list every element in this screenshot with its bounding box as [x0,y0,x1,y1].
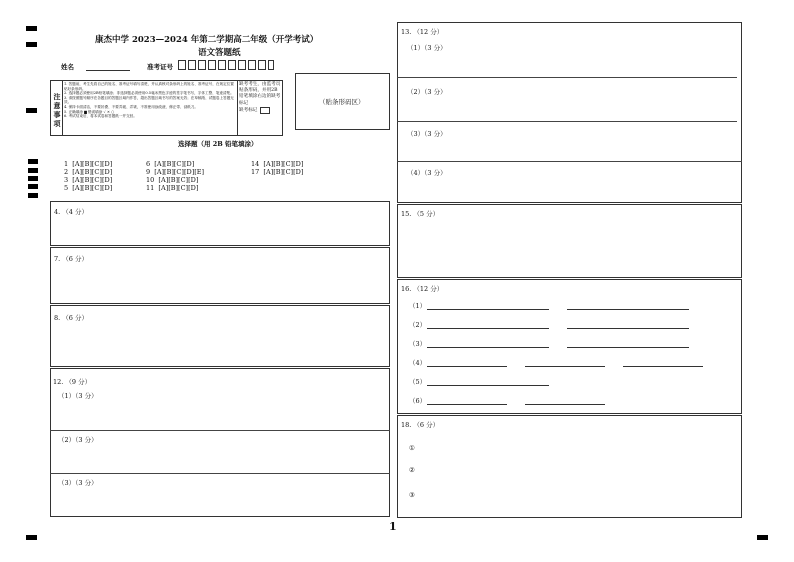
id-digit-box[interactable] [258,60,266,70]
mcq-number: 5 [64,184,69,192]
fill-blank[interactable] [427,347,549,348]
question-sub-label: （4）（3 分） [407,169,447,177]
id-digit-box[interactable] [178,60,186,70]
mcq-options[interactable]: [A][B][C][D] [72,160,113,168]
alignment-mark [26,42,37,47]
question-sub-label: （1）（3 分） [407,44,447,52]
mcq-row[interactable] [64,176,112,184]
mcq-options[interactable]: [A][B][C][D] [158,176,199,184]
section-divider [397,161,742,162]
question-sub-label: （3）（3 分） [58,479,98,487]
blank-label: （6） [409,397,427,405]
absent-checkbox[interactable] [260,107,270,114]
blank-label: （1） [409,302,427,310]
blank-label: （2） [409,321,427,329]
mcq-row[interactable] [146,184,204,192]
question-label: 15. （5 分） [401,210,440,218]
answer-item-marker: ② [409,466,415,474]
notice-vertical-label: 注意事项 [53,92,61,128]
alignment-mark [28,193,38,198]
barcode-label: （贴条形码区） [319,98,365,106]
alignment-mark [28,176,38,181]
mcq-options[interactable]: [A][B][C][D] [263,160,304,168]
mcq-column [64,160,112,192]
id-digit-box[interactable] [218,60,226,70]
answer-box-q13[interactable] [397,22,742,203]
question-label: 7. （6 分） [54,255,88,263]
section-divider [397,121,737,122]
mcq-options[interactable]: [A][B][C][D] [72,168,113,176]
notice-line: 1. 答题前，考生先将自己的姓名、准考证号填写清楚，并认真核对条形码上的姓名、准考证号，在规定位置贴好条形码。 [64,82,234,91]
mcq-row[interactable] [251,160,303,168]
question-sub-label: （2）（3 分） [407,88,447,96]
fill-blank[interactable] [525,366,605,367]
fill-blank[interactable] [427,366,507,367]
absent-text: 缺考考生，由监考员贴条形码，并用2B铅笔填涂右边的缺考标记 [239,82,281,106]
mcq-title: 选择题（用 2B 铅笔填涂） [178,140,258,148]
alignment-mark [28,184,38,189]
question-label: 12. （9 分） [53,378,92,386]
notice-divider [237,80,238,136]
answer-box-q18[interactable] [397,415,742,518]
mcq-row[interactable] [64,184,112,192]
id-digit-box[interactable] [228,60,236,70]
blank-label: （5） [409,378,427,386]
mcq-options[interactable]: [A][B][C][D] [72,176,113,184]
mcq-number: 17 [251,168,260,176]
mcq-number: 9 [146,168,151,176]
alignment-mark [28,159,38,164]
answer-box-q4[interactable] [50,201,390,246]
alignment-mark [26,108,37,113]
id-label: 准考证号 [147,63,173,71]
page-subtitle: 语文答题纸 [198,48,241,58]
notice-line: 5. 正确填涂 ▆ 错误填涂 ✓ ✕ ○ [64,109,115,114]
fill-blank[interactable] [427,404,507,405]
question-label: 13. （12 分） [401,28,444,36]
mcq-options[interactable]: [A][B][C][D] [72,184,113,192]
name-field[interactable] [86,70,130,71]
id-digit-box[interactable] [188,60,196,70]
blank-label: （3） [409,340,427,348]
question-label: 8. （6 分） [54,314,88,322]
name-label: 姓名 [61,63,74,71]
fill-blank[interactable] [567,328,689,329]
mcq-row[interactable] [64,168,112,176]
question-label: 18. （6 分） [401,421,440,429]
id-field[interactable] [178,60,274,72]
alignment-mark [757,535,768,540]
id-digit-box[interactable] [248,60,256,70]
mcq-number: 10 [146,176,155,184]
question-sub-label: （2）（3 分） [58,436,98,444]
answer-box-q15[interactable] [397,204,742,278]
answer-box-q7[interactable] [50,247,390,304]
mcq-options[interactable]: [A][B][C][D][E] [154,168,205,176]
section-divider [50,430,390,431]
mcq-options[interactable]: [A][B][C][D] [263,168,304,176]
notice-line: 2. 选择题必须使用2B铅笔填涂；非选择题必须使用0.5毫米黑色字迹的签字笔书写，字体工整、笔迹清楚。 [64,91,234,96]
mcq-row[interactable] [251,168,303,176]
mcq-row[interactable] [146,168,204,176]
answer-box-q12[interactable] [50,368,390,517]
alignment-mark [26,535,37,540]
fill-blank[interactable] [525,404,605,405]
fill-blank[interactable] [427,309,549,310]
mcq-number: 11 [146,184,155,192]
fill-blank[interactable] [567,309,689,310]
id-digit-box[interactable] [208,60,216,70]
notice-divider [62,80,63,136]
id-digit-box[interactable] [268,60,274,70]
mcq-row[interactable] [64,160,112,168]
mcq-number: 2 [64,168,69,176]
fill-blank[interactable] [567,347,689,348]
mcq-options[interactable]: [A][B][C][D] [154,160,195,168]
alignment-mark [26,26,37,31]
mcq-number: 3 [64,176,69,184]
page-title: 康杰中学 2023—2024 年第二学期高二年级（开学考试） [95,35,319,45]
alignment-mark [28,168,38,173]
mcq-number: 1 [64,160,69,168]
answer-box-q8[interactable] [50,305,390,367]
mcq-column [251,160,303,176]
mcq-options[interactable]: [A][B][C][D] [158,184,199,192]
id-digit-box[interactable] [238,60,246,70]
notice-line: 6. 考试结束后，将本试卷和答题纸一并交回。 [64,114,137,119]
mcq-row[interactable] [146,160,204,168]
mcq-number: 14 [251,160,260,168]
mcq-number: 6 [146,160,151,168]
absent-label: 缺考标记 [239,108,258,113]
id-digit-box[interactable] [198,60,206,70]
section-divider [50,473,390,474]
notice-text [64,82,236,119]
section-divider [397,77,737,78]
fill-blank[interactable] [427,328,549,329]
fill-blank[interactable] [623,366,703,367]
question-sub-label: （1）（3 分） [58,392,98,400]
mcq-row[interactable] [146,176,204,184]
question-label: 16. （12 分） [401,285,444,293]
notice-line: 3. 请按照题号顺序在各题目的答题区域内作答，超出答题区域书写的答案无效；在草稿纸、试题卷上答题无效。 [64,95,234,105]
fill-blank[interactable] [427,385,549,386]
question-label: 4. （4 分） [54,208,88,216]
blank-label: （4） [409,359,427,367]
notice-line: 4. 保持卡面清洁，不要折叠、不要弄破、弄皱，不准使用涂改液、修正带、刮纸刀。 [64,104,198,109]
question-sub-label: （3）（3 分） [407,130,447,138]
answer-item-marker: ① [409,444,415,452]
answer-item-marker: ③ [409,491,415,499]
page-number: 1 [389,520,397,533]
mcq-column [146,160,204,192]
